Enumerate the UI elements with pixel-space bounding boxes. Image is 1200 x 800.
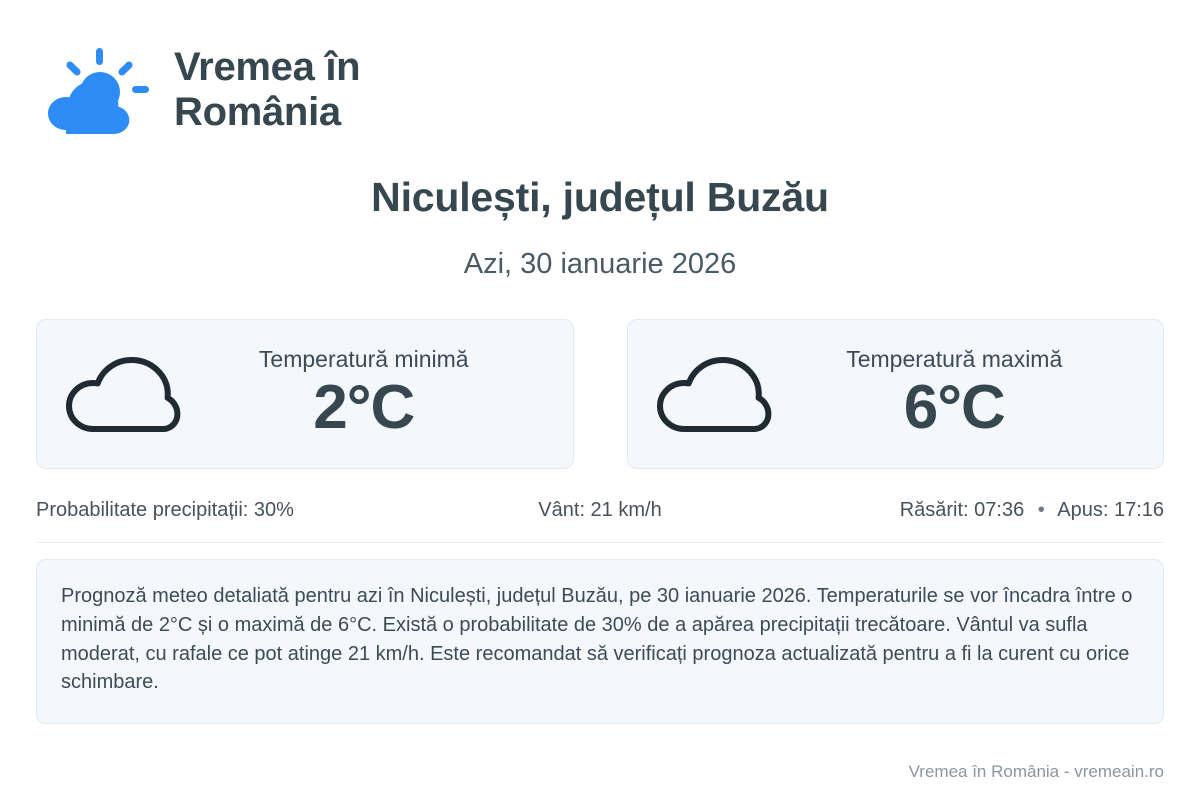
brand-title: Vremea în România [174,45,361,134]
card-label: Temperatură maximă [846,346,1063,373]
card-value: 2°C [313,373,415,443]
card-value: 6°C [903,373,1005,443]
cloud-icon [650,349,778,439]
card-max-temperature [627,319,1165,469]
sun-cloud-icon [36,44,156,136]
page-title: Niculești, județul Buzău [371,174,829,220]
forecast-description: Prognoză meteo detaliată pentru azi în Niculești, județul Buzău, pe 30 ianuarie 2026. Temperaturile se vor încadra între o minimă de 2°C și o maximă de 6°C. Există o probabilitate de 30% de a apărea precipitații trecătoare. Vântul va sufla moderat, cu rafale ce pot atinge 21 km/h. Este recomandat să verificați prognoza actualizată pentru a fi la curent cu orice schimbare. [36,559,1164,724]
sunset-value: Apus: 17:16 [1057,499,1164,522]
sunrise-value: Răsărit: 07:36 [899,499,1025,522]
footer-credit: Vremea în România - vremeain.ro [908,762,1164,781]
brand-header [36,0,1164,136]
sun-times-stat [788,499,1164,522]
cloud-icon [59,349,187,439]
precipitation-stat: Probabilitate precipitații: 30% [36,499,294,522]
card-label: Temperatură minimă [258,346,469,373]
stats-row [36,499,1164,543]
wind-stat: Vânt: 21 km/h [538,499,662,522]
page-date: Azi, 30 ianuarie 2026 [463,248,737,281]
stat-separator: • [1037,499,1045,522]
temperature-cards [36,319,1164,469]
card-min-temperature [36,319,574,469]
